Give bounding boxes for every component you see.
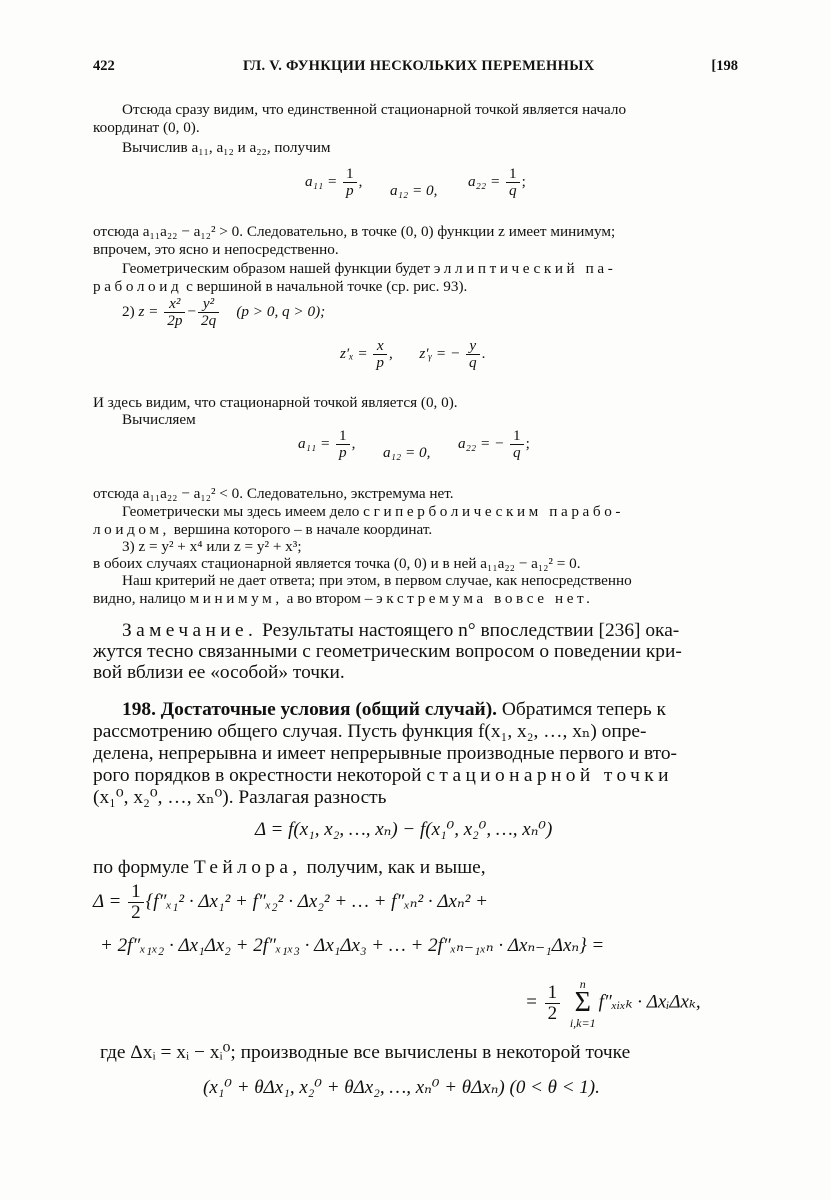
spaced-term: эллиптический па- xyxy=(433,260,617,277)
formula-taylor-sum: = $\frac{1}{2}$ n Σ i,k=1 f″ₓᵢₓₖ · ΔxᵢΔxₖ, xyxy=(525,977,701,1030)
remark-line: Замечание. Результаты настоящего n° впоследствии [236] ока- xyxy=(122,620,680,641)
summation-sign: n Σ i,k=1 xyxy=(569,977,596,1030)
text-line: впрочем, это ясно и непосредственно. xyxy=(93,241,339,258)
text-line: лоидом, вершина которого – в начале координат. xyxy=(93,521,433,538)
section-heading-line: 198. Достаточные условия (общий случай). Обратимся теперь к xyxy=(122,699,666,720)
formula-a12: a₁₂ = 0, xyxy=(390,182,438,199)
spaced-term: стационарной точки xyxy=(426,765,673,786)
formula-delta: Δ = f(x₁, x₂, …, xₙ) − f(x₁⁰, x₂⁰, …, xₙ⁰) xyxy=(255,819,553,840)
text-line: рассмотрению общего случая. Пусть функция f(x₁, x₂, …, xₙ) опре- xyxy=(93,721,647,742)
formula-a11: a₁₁ = $\frac{1}{p}$ , xyxy=(305,165,363,199)
text-line: рого порядков в окрестности некоторой стационарной точки xyxy=(93,765,673,786)
text-line: Вычисляем xyxy=(122,411,196,428)
formula-z-case2: 2) z = $\frac{\text{x²}}{2p}$ − $\frac{\text{y²}}{2q}$ (p > 0, q > 0); xyxy=(122,295,326,329)
remark-line: жутся тесно связанными с геометрическим вопросом о поведении кри- xyxy=(93,641,682,662)
text-line: раболоид с вершиной в начальной точке (ср. рис. 93). xyxy=(93,278,468,295)
text-line: видно, налицо минимум, а во втором – экстремума вовсе нет. xyxy=(93,590,594,607)
formula-intermediate-point: (x₁⁰ + θΔx₁, x₂⁰ + θΔx₂, …, xₙ⁰ + θΔxₙ) (0 < θ < 1). xyxy=(203,1077,600,1098)
formula-a22: a₂₂ = − $\frac{1}{q}$ ; xyxy=(458,427,530,461)
formula-partials: z′ₓ = $\frac{x}{p}$ , z′ᵧ = − $\frac{y}{q}$ . xyxy=(340,337,486,371)
text-line: делена, непрерывна и имеет непрерывные производные первого и вто- xyxy=(93,743,677,764)
spaced-term: минимум, xyxy=(189,590,283,607)
text-line: где Δxᵢ = xᵢ − xᵢ⁰; производные все вычислены в некоторой точке xyxy=(100,1042,631,1063)
spaced-term: лоидом, xyxy=(93,521,170,538)
section-number: [198 xyxy=(711,58,738,74)
text-line: по формуле Тейлора, получим, как и выше, xyxy=(93,857,486,878)
text-line: отсюда a₁₁a₂₂ − a₁₂² < 0. Следовательно, экстремума нет. xyxy=(93,485,454,502)
section-heading: 198. Достаточные условия (общий случай). xyxy=(122,699,498,720)
spaced-term: раболоид xyxy=(93,278,183,295)
text-line: И здесь видим, что стационарной точкой является (0, 0). xyxy=(93,394,458,411)
remark-label: Замечание. xyxy=(122,620,258,641)
text-line: Наш критерий не дает ответа; при этом, в первом случае, как непосредственно xyxy=(122,572,632,589)
text-line: Геометрическим образом нашей функции будет эллиптический па- xyxy=(122,260,617,277)
text-line: в обоих случаях стационарной является точка (0, 0) и в ней a₁₁a₂₂ − a₁₂² = 0. xyxy=(93,555,581,572)
formula-a12: a₁₂ = 0, xyxy=(383,444,431,461)
chapter-title: ГЛ. V. ФУНКЦИИ НЕСКОЛЬКИХ ПЕРЕМЕННЫХ xyxy=(243,58,595,74)
spaced-term: экстремума вовсе нет. xyxy=(376,590,594,607)
remark-line: вой вблизи ее «особой» точки. xyxy=(93,662,345,683)
formula-a22: a₂₂ = $\frac{1}{q}$ ; xyxy=(468,165,526,199)
text-line: Вычислив a₁₁, a₁₂ и a₂₂, получим xyxy=(122,139,331,156)
text-line: 3) z = y² + x⁴ или z = y² + x³; xyxy=(122,538,302,555)
formula-taylor-2: + 2f″ₓ₁ₓ₂ · Δx₁Δx₂ + 2f″ₓ₁ₓ₃ · Δx₁Δx₃ + … + 2f″ₓₙ₋₁ₓₙ · Δxₙ₋₁Δxₙ} = xyxy=(100,935,605,956)
formula-a11: a₁₁ = $\frac{1}{p}$ , xyxy=(298,427,356,461)
text-line: координат (0, 0). xyxy=(93,119,200,136)
text-line: Отсюда сразу видим, что единственной стационарной точкой является начало xyxy=(122,101,627,118)
spaced-term: Тейлора, xyxy=(193,857,302,878)
formula-taylor-1: Δ = $\frac{1}{2}$ {f″ₓ₁² · Δx₁² + f″ₓ₂² · Δx₂² + … + f″ₓₙ² · Δxₙ² + xyxy=(93,881,488,923)
running-header xyxy=(93,58,738,80)
text-line: Геометрически мы здесь имеем дело с гиперболическим парабо- xyxy=(122,503,625,520)
spaced-term: гиперболическим парабо- xyxy=(373,503,625,520)
text-line: (x₁⁰, x₂⁰, …, xₙ⁰). Разлагая разность xyxy=(93,787,387,808)
page-number: 422 xyxy=(93,58,115,74)
text-line: отсюда a₁₁a₂₂ − a₁₂² > 0. Следовательно, в точке (0, 0) функции z имеет минимум; xyxy=(93,223,616,240)
